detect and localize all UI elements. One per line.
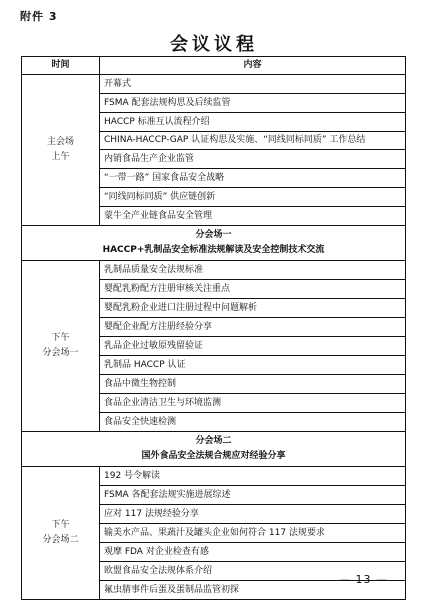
agenda-item: 乳制品 HACCP 认证 [100,356,406,375]
agenda-item: FSMA 各配套法规实施进展综述 [100,486,406,505]
agenda-item: 食品安全快速检测 [100,413,406,432]
agenda-item: HACCP 标准互认流程介绍 [100,113,406,132]
agenda-item: CHINA-HACCP-GAP 认证构思及实施、“同线同标同质” 工作总结 [100,132,406,150]
agenda-item: 婴配企业配方注册经验分享 [100,318,406,337]
section-title: 分会场二 [195,436,232,446]
section-subtitle: 国外食品安全法规合规应对经验分享 [141,451,286,461]
section-subtitle: HACCP+乳制品安全标准法规解读及安全控制技术交流 [102,245,325,255]
agenda-item: “同线同标同质” 供应链创新 [100,188,406,207]
agenda-item: 乳制品质量安全法规标准 [100,261,406,280]
agenda-item: 欧盟食品安全法规体系介绍 [100,562,406,581]
page-title: 会议议程 [170,34,258,55]
time-venue: 主会场 [46,137,74,147]
page-number: — 13 — [339,573,388,586]
agenda-item: 内销食品生产企业监管 [100,150,406,169]
agenda-item: 蒙牛全产业链食品安全管理 [100,207,406,226]
agenda-item: 氟虫腈事件后蛋及蛋制品监管初探 [100,581,406,600]
column-header-time: 时间 [22,57,100,75]
agenda-item: 乳品企业过敏原残留验证 [100,337,406,356]
time-venue: 分会场二 [42,535,79,545]
agenda-item: 食品中微生物控制 [100,375,406,394]
annex-label: 附件 3 [20,10,58,23]
time-cell-sub1 [22,261,100,432]
time-period: 下午 [51,520,70,530]
time-period: 下午 [51,333,70,343]
agenda-item: FSMA 配套法规构思及后续监管 [100,94,406,113]
agenda-item: 输美水产品、果蔬汁及罐头企业如何符合 117 法规要求 [100,524,406,543]
agenda-item: 192 号令解读 [100,467,406,486]
agenda-item: 应对 117 法规经验分享 [100,505,406,524]
table-row [22,467,406,486]
column-header-content: 内容 [100,57,406,75]
time-cell-morning [22,75,100,226]
agenda-item: “一带一路” 国家食品安全战略 [100,169,406,188]
time-cell-sub2 [22,467,100,600]
section-header-sub2 [22,432,406,467]
table-row [22,261,406,280]
agenda-item: 婴配乳粉企业进口注册过程中问题解析 [100,299,406,318]
table-header-row [22,57,406,75]
agenda-item: 食品企业清洁卫生与环境监测 [100,394,406,413]
time-venue: 分会场一 [42,348,79,358]
agenda-item: 开幕式 [100,75,406,94]
agenda-item: 观摩 FDA 对企业检查有感 [100,543,406,562]
table-row [22,75,406,94]
section-row [22,432,406,467]
agenda-table [21,56,406,600]
section-title: 分会场一 [195,230,232,240]
time-period: 上午 [51,152,70,162]
agenda-item: 婴配乳粉配方注册审核关注重点 [100,280,406,299]
section-header-sub1 [22,226,406,261]
section-row [22,226,406,261]
